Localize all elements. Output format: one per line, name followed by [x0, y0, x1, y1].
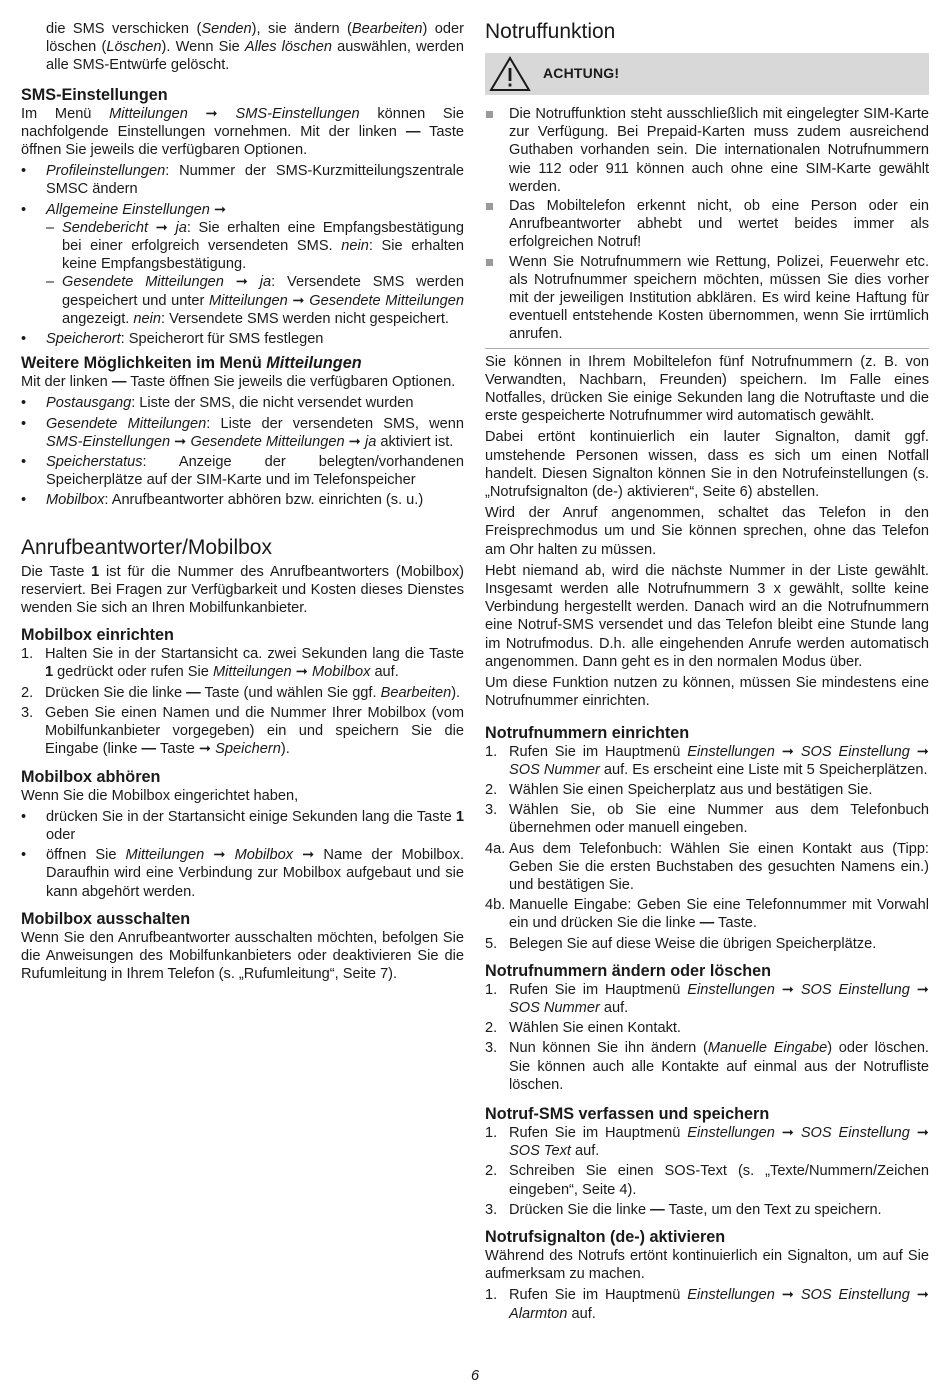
emergency-paragraph: Sie können in Ihrem Mobiltelefon fünf Notrufnummern (z. B. von Verwandten, Nachbarn, Freunden) speichern. Im Falle eines Notfalles, drücken Sie einige Sekunden lang die Notruftaste und die erste gespeicherte Notrufnummer wird automatisch gewählt. — [485, 353, 929, 425]
heading-sos-sms: Notruf-SMS verfassen und speichern — [485, 1104, 770, 1123]
general-settings-sublist — [46, 219, 464, 328]
emergency-paragraph: Dabei ertönt kontinuierlich ein lauter Signalton, damit ggf. umstehende Personen wissen, dass es sich um einen Notfall handelt. Diesen Signalton können Sie in den Notrufeinstellungen (s. „Notrufsignalton (de-) aktivieren“, Seite 6) abstellen. — [485, 429, 929, 501]
list-item: • Gesendete Mitteilungen: Liste der versendeten SMS, wenn SMS-Einstellungen ➞ Gesendete Mitteilungen ➞ ja aktiviert ist. — [21, 415, 464, 450]
step-item: 3. Nun können Sie ihn ändern (Manuelle Eingabe) oder löschen. Sie können auch alle Kontakte auf einmal aus der Notrufliste löschen. — [485, 1040, 929, 1093]
sms-settings-paragraph: Im Menü Mitteilungen ➞ SMS-Einstellungen können Sie nachfolgende Einstellungen vornehmen. Mit der linken — Taste öffnen Sie jeweils die verfügbaren Optionen. — [21, 105, 465, 159]
step-item: 1. Rufen Sie im Hauptmenü Einstellungen ➞ SOS Einstellung ➞ SOS Nummer auf. Es erscheint eine Liste mit 5 Speicherplätzen. — [485, 743, 929, 778]
mailbox-paragraph: Die Taste 1 ist für die Nummer des Anrufbeantworters (Mobilbox) reserviert. Bei Fragen zur Verfügbarkeit und Kosten dieses Dienstes wenden Sie sich an Ihren Mobilfunkanbieter. — [21, 563, 464, 617]
mailbox-off-paragraph: Wenn Sie den Anrufbeantworter ausschalten möchten, befolgen Sie die Anweisungen des Mobilfunkanbieters oder deaktivieren Sie die Rufumleitung in Ihrem Telefon (s. „Rufumleitung“, Seite 7). — [21, 929, 464, 983]
step-item: 2. Wählen Sie einen Speicherplatz aus und bestätigen Sie. — [485, 781, 873, 798]
step-item: 3. Drücken Sie die linke — Taste, um den Text zu speichern. — [485, 1201, 882, 1218]
page-number: 6 — [470, 1368, 480, 1384]
list-item: • Mobilbox: Anrufbeantworter abhören bzw. einrichten (s. u.) — [21, 492, 424, 509]
step-item: 4a. Aus dem Telefonbuch: Wählen Sie einen Kontakt aus (Tipp: Geben Sie die ersten Buchstaben des gesuchten Namens ein.) und bestätigen Sie. — [485, 840, 929, 893]
warning-item: Wenn Sie Notrufnummern wie Rettung, Polizei, Feuerwehr etc. als Notrufnummer speichern möchten, müssen Sie dies vorher mit der jeweiligen Institution abklären. Es wird keine Haftung für eventuell entstehende Kosten übernommen, wenn Sie irrtümlich anrufen. — [485, 253, 929, 344]
sms-settings-list — [21, 162, 464, 348]
sub-list-item: – Sendebericht ➞ ja: Sie erhalten eine Empfangsbestätigung bei einer erfolgreich versendeten SMS. nein: Sie erhalten keine Empfangsbestätigung. — [46, 219, 464, 273]
emergency-paragraph: Um diese Funktion nutzen zu können, müssen Sie mindestens eine Notrufnummer einrichten. — [485, 675, 929, 710]
warning-item: Die Notruffunktion steht ausschließlich mit eingelegter SIM-Karte zur Verfügung. Bei Prepaid-Karten muss zudem ausreichend Guthaben vorhanden sein. Die internationalen Notrufnummern wie 112 oder 911 können auch ohne eine SIM-Karte gewählt werden. — [485, 105, 929, 196]
heading-setup-numbers: Notrufnummern einrichten — [485, 723, 690, 742]
heading-mailbox: Anrufbeantworter/Mobilbox — [21, 535, 272, 559]
left-column — [21, 20, 464, 986]
warning-banner — [485, 53, 929, 95]
heading-emergency: Notruffunktion — [485, 20, 616, 43]
warning-item: Das Mobiltelefon erkennt nicht, ob eine Person oder ein Anrufbeantworter abhebt und wertet beides immer als erfolgreichen Notruf! — [485, 197, 929, 252]
step-item: 1. Rufen Sie im Hauptmenü Einstellungen ➞ SOS Einstellung ➞ SOS Nummer auf. — [485, 981, 929, 1016]
warning-list — [485, 105, 929, 344]
emergency-paragraph: Hebt niemand ab, wird die nächste Nummer in der Liste gewählt. Insgesamt werden alle Notrufnummern 3 x gewählt, sollte keine Verbindung hergestellt werden. Danach wird an die Notrufnummern eine Notruf-SMS versendet und das Telefon bleibt eine Stunde lang im Notrufmodus. D.h. alle eingehenden Anrufe werden automatisch angenommen. Dann geht es in den normalen Modus über. — [485, 562, 929, 670]
list-item: • Speicherstatus: Anzeige der belegten/vorhandenen Speicherplätze auf der SIM-Karte und im Telefonspeicher — [21, 454, 464, 489]
right-column — [485, 20, 929, 1326]
more-options-paragraph: Mit der linken — Taste öffnen Sie jeweils die verfügbaren Optionen. — [21, 374, 456, 391]
mailbox-listen-list — [21, 808, 464, 901]
alarm-tone-steps — [485, 1286, 929, 1322]
step-item: 1. Halten Sie in der Startansicht ca. zwei Sekunden lang die Taste 1 gedrückt oder rufen Sie Mitteilungen ➞ Mobilbox auf. — [21, 646, 464, 681]
list-item: • Profileinstellungen: Nummer der SMS-Kurzmitteilungszentrale SMSC ändern — [21, 163, 464, 198]
step-item: 4b. Manuelle Eingabe: Geben Sie eine Telefonnummer mit Vorwahl ein und drücken Sie die linke — Taste. — [485, 897, 929, 932]
alarm-tone-paragraph: Während des Notrufs ertönt kontinuierlich ein Signalton, um auf Sie aufmerksam zu machen. — [485, 1247, 929, 1283]
list-item: • Speicherort: Speicherort für SMS festlegen — [21, 331, 324, 348]
sos-sms-steps — [485, 1124, 929, 1219]
step-item: 1. Rufen Sie im Hauptmenü Einstellungen ➞ SOS Einstellung ➞ SOS Text auf. — [485, 1124, 929, 1160]
heading-more-options: Weitere Möglichkeiten im Menü Mitteilungen — [21, 354, 362, 373]
square-bullet-icon — [486, 259, 493, 266]
sub-list-item: – Gesendete Mitteilungen ➞ ja: Versendete SMS werden gespeichert und unter Mitteilungen ➞ Gesendete Mitteilungen angezeigt. nein: Versendete SMS werden nicht gespeichert. — [46, 274, 464, 327]
change-numbers-steps — [485, 981, 929, 1094]
setup-numbers-steps — [485, 743, 929, 953]
square-bullet-icon — [486, 203, 493, 210]
divider — [485, 348, 929, 349]
list-item: • Allgemeine Einstellungen ➞ – Sendebericht ➞ ja: Sie erhalten eine Empfangsbestätigung bei einer erfolgreich versendeten SMS. nein: Sie erhalten keine Empfangsbestätigung. – Gesendete Mitteilungen ➞ ja: Versendete SMS werden gespeichert und unter Mitteilungen ➞ Gesendete Mitteilungen angezeigt. nein: Versendete SMS werden nicht gespeichert. — [21, 201, 464, 327]
list-item: • Postausgang: Liste der SMS, die nicht versendet wurden — [21, 395, 414, 412]
heading-sms-settings: SMS-Einstellungen — [21, 85, 168, 104]
step-item: 3. Wählen Sie, ob Sie eine Nummer aus dem Telefonbuch übernehmen oder manuell eingeben. — [485, 802, 929, 837]
intro-paragraph: die SMS verschicken (Senden), sie ändern (Bearbeiten) oder löschen (Löschen). Wenn Sie Alles löschen auswählen, werden alle SMS-Entwürfe gelöscht. — [46, 21, 465, 74]
step-item: 5. Belegen Sie auf diese Weise die übrigen Speicherplätze. — [485, 935, 877, 952]
list-item: • öffnen Sie Mitteilungen ➞ Mobilbox ➞ Name der Mobilbox. Daraufhin wird eine Verbindung zur Mobilbox aufgebaut und sie kann abgehört werden. — [21, 847, 465, 900]
square-bullet-icon — [486, 111, 493, 118]
heading-alarm-tone: Notrufsignalton (de-) aktivieren — [485, 1227, 726, 1246]
more-options-list — [21, 394, 464, 509]
step-item: 3. Geben Sie einen Namen und die Nummer Ihrer Mobilbox (vom Mobilfunkanbieter vorgegeben) ein und speichern Sie die Eingabe (linke — Taste ➞ Speichern). — [21, 704, 464, 758]
mailbox-setup-steps — [21, 645, 464, 758]
step-item: 2. Schreiben Sie einen SOS-Text (s. „Texte/Nummern/Zeichen eingeben“, Seite 4). — [485, 1163, 929, 1198]
warning-label: ACHTUNG! — [543, 65, 620, 81]
heading-mailbox-listen: Mobilbox abhören — [21, 767, 161, 786]
step-item: 1. Rufen Sie im Hauptmenü Einstellungen ➞ SOS Einstellung ➞ Alarmton auf. — [485, 1287, 929, 1322]
heading-mailbox-off: Mobilbox ausschalten — [21, 909, 191, 928]
step-item: 2. Wählen Sie einen Kontakt. — [485, 1020, 681, 1037]
emergency-paragraph: Wird der Anruf angenommen, schaltet das Telefon in den Freisprechmodus um und Sie können sprechen, ohne das Telefon am Ohr halten zu müssen. — [485, 505, 929, 558]
list-item: • drücken Sie in der Startansicht einige Sekunden lang die Taste 1 oder — [21, 808, 464, 843]
step-item: 2. Drücken Sie die linke — Taste (und wählen Sie ggf. Bearbeiten). — [21, 684, 461, 701]
warning-triangle-icon — [489, 56, 531, 97]
heading-change-numbers: Notrufnummern ändern oder löschen — [485, 961, 772, 980]
heading-mailbox-setup: Mobilbox einrichten — [21, 626, 174, 645]
mailbox-listen-paragraph: Wenn Sie die Mobilbox eingerichtet haben, — [21, 787, 299, 804]
